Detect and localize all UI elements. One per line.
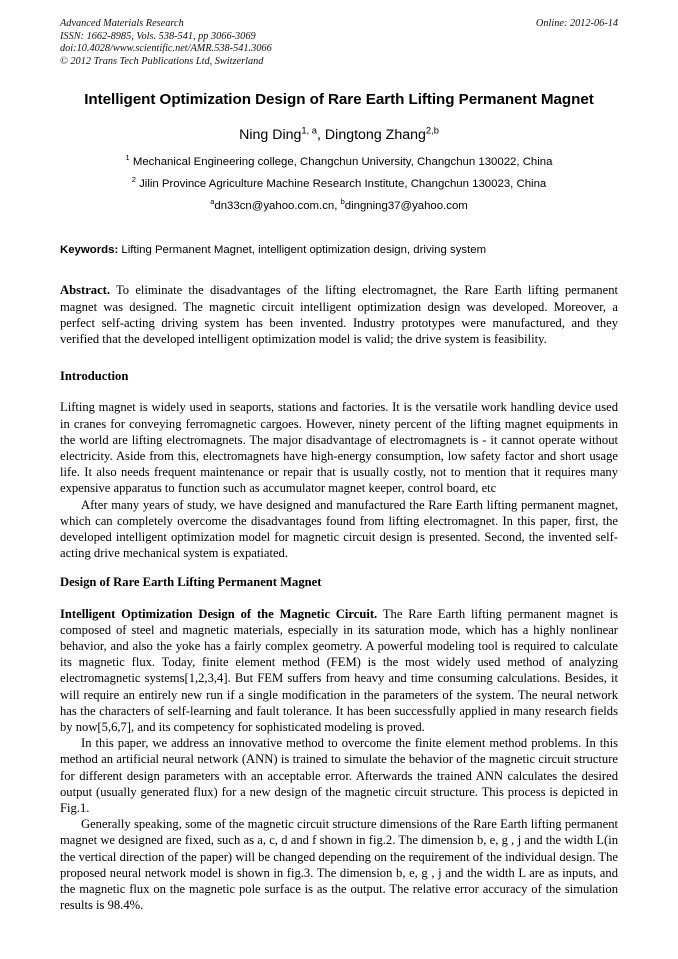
keywords-line <box>60 242 618 258</box>
affiliation-1-text: Mechanical Engineering college, Changchun University, Changchun 130022, China <box>132 156 553 169</box>
author-line <box>60 126 618 144</box>
email-a[interactable]: dn33cn@yahoo.com.cn, <box>214 200 341 213</box>
heading-introduction: Introduction <box>60 369 129 384</box>
dimensions-paragraph: Generally speaking, some of the magnetic circuit structure dimensions of the Rare Earth lifting permanent magnet we designed are fixed, such as a, c, d and f shown in fig.2. The dimension b, e, g , j and the width L(in the vertical direction of the paper) will be changed depending on the requirement of the individual design. The proposed neural network model is shown in fig.3. The dimension b, e, g , j and the width L are as inputs, and the magnetic flux on the magnetic pole surface is as the output. The relative error accuracy of the simulation results is 98.4%. <box>60 817 618 913</box>
journal-online-date: Online: 2012-06-14 <box>535 18 618 29</box>
journal-doi-line: doi:10.4028/www.scientific.net/AMR.538-541.3066 <box>60 43 272 55</box>
heading-design: Design of Rare Earth Lifting Permanent Magnet <box>60 575 322 590</box>
abstract-text: To eliminate the disadvantages of the lifting electromagnet, the Rare Earth lifting permanent magnet was designed. The magnetic circuit intelligent optimization design was developed. Moreover, a perfect self-acting driving system has been invented. Industry prototypes were manufactured, and they verified that the developed intelligent optimization model is valid; the drive system is feasibility. <box>60 283 618 346</box>
journal-header-left <box>60 18 480 68</box>
author-1-superscript: 1, a <box>301 125 318 136</box>
journal-copyright-line: © 2012 Trans Tech Publications Ltd, Switzerland <box>60 55 264 67</box>
magnetic-circuit-text: The Rare Earth lifting permanent magnet is composed of steel and magnetic materials, especially in its saturation mode, which has a highly nonlinear behavior, and also the yoke has a fairly complex geometry. A powerful modeling tool is required to calculate its magnetic flux. Today, finite element method (FEM) is the most widely used method of analyzing electromagnetic systems[1,2,3,4]. But FEM suffers from heavy and time consuming calculations. Besides, it will require an entirely new run if a single modification in the parameters of the system. The neural network has the characters of self-learning and fault tolerance. It has been successfully applied in many research fields by now[5,6,7], and its competency for sophisticated modeling is proved. <box>60 606 619 735</box>
keywords-label: Keywords: <box>60 244 119 257</box>
magnetic-circuit-paragraph <box>60 606 618 736</box>
email-b-marker: b <box>340 197 345 207</box>
abstract-label: Abstract. <box>60 283 111 298</box>
author-2-superscript: 2,b <box>425 125 439 136</box>
author-1-name: Ning Ding <box>239 127 302 144</box>
intro-paragraph-1: Lifting magnet is widely used in seaports, stations and factories. It is the versatile work handling device used in cranes for conveying ferromagnetic cargoes. However, ninety percent of the lifting magnet equipments in the world are lifting electromagnets. The major disadvantage of electromagnets is - it cannot operate without electricity. Aside from this, electromagnets have high-energy consumption, low safety factor and short usage life. It also needs frequent maintenance or repair that is usually costly, not to mention that it requires many expensive apparatus to function such as accumulator magnet keeper, control board, etc <box>60 400 618 496</box>
affiliation-2-text: Jilin Province Agriculture Machine Research Institute, Changchun 130023, China <box>139 178 547 191</box>
email-b[interactable]: dingning37@yahoo.com <box>344 200 468 213</box>
ann-paragraph: In this paper, we address an innovative method to overcome the finite element method problems. In this method an artificial neural network (ANN) is trained to simulate the behavior of the magnetic circuit structure for different design parameters with an acceptable error. Afterwards the trained ANN calculates the desired output (usually generated flux) for a new design of the magnetic circuit structure. This process is depicted in Fig.1. <box>60 736 618 816</box>
affiliation-1-marker: 1 <box>125 153 130 163</box>
intro-paragraph-2: After many years of study, we have designed and manufactured the Rare Earth lifting permanent magnet, which can completely overcome the disadvantages found from lifting electromagnet. In this paper, first, the developed intelligent optimization model for magnetic circuit design is presented. Second, the invented self-acting drive mechanical system is expatiated. <box>60 497 618 561</box>
journal-name: Advanced Materials Research <box>60 18 184 29</box>
affiliation-2 <box>60 176 618 192</box>
author-2-name: Dingtong Zhang <box>324 127 426 144</box>
email-a-marker: a <box>210 197 215 207</box>
abstract-paragraph <box>60 282 618 347</box>
journal-issn-line: ISSN: 1662-8985, Vols. 538-541, pp 3066-3069 <box>60 30 256 42</box>
affiliation-1 <box>60 154 618 170</box>
magnetic-circuit-lead: Intelligent Optimization Design of the Magnetic Circuit. <box>60 606 378 621</box>
affiliation-2-marker: 2 <box>131 175 136 185</box>
keywords-value: Lifting Permanent Magnet, intelligent optimization design, driving system <box>118 244 487 257</box>
author-emails <box>60 198 618 214</box>
author-separator: , <box>317 127 325 144</box>
page-title: Intelligent Optimization Design of Rare Earth Lifting Permanent Magnet <box>84 91 594 109</box>
journal-header <box>60 18 618 68</box>
